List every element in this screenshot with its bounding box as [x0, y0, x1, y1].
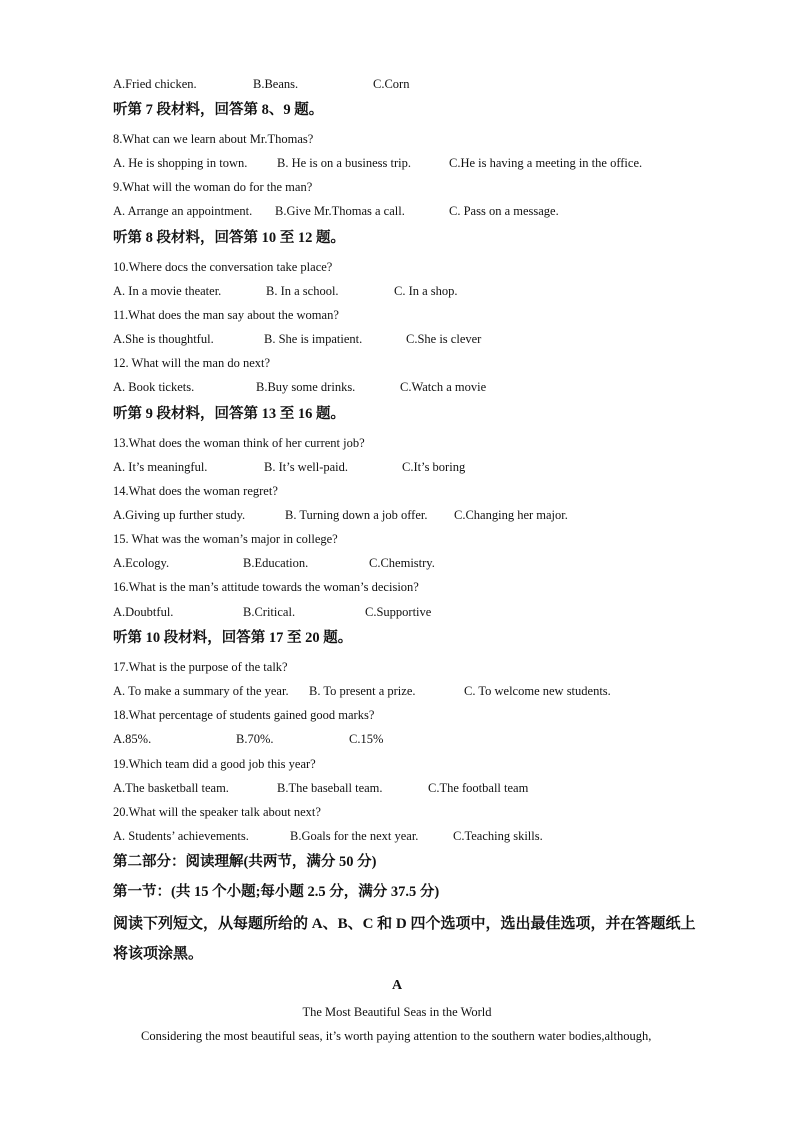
- option-a: A. It’s meaningful.: [113, 460, 208, 474]
- section-1-heading: 第一节：(共 15 个小题;每小题 2.5 分，满分 37.5 分): [113, 884, 440, 900]
- question-12-stem: 12. What will the man do next?: [113, 356, 271, 370]
- option-c: C.Chemistry.: [369, 556, 435, 570]
- option-c: C.It’s boring: [402, 460, 466, 474]
- option-b: B. In a school.: [266, 284, 339, 298]
- section-heading-9: 听第 9 段材料，回答第 13 至 16 题。: [113, 406, 345, 422]
- option-b: B. To present a prize.: [309, 684, 416, 698]
- passage-title: The Most Beautiful Seas in the World: [302, 1005, 492, 1019]
- option-b: B. Turning down a job offer.: [285, 508, 428, 522]
- option-c: C.Corn: [373, 77, 410, 91]
- option-b: B.Buy some drinks.: [256, 380, 356, 394]
- question-17-stem: 17.What is the purpose of the talk?: [113, 660, 288, 674]
- option-b: B.Education.: [243, 556, 309, 570]
- option-a: A.Fried chicken.: [113, 77, 197, 91]
- section-heading-8: 听第 8 段材料，回答第 10 至 12 题。: [113, 230, 345, 246]
- question-13-stem: 13.What does the woman think of her current job?: [113, 436, 365, 450]
- question-20-stem: 20.What will the speaker talk about next?: [113, 805, 321, 819]
- option-c: C.Watch a movie: [400, 380, 487, 394]
- question-10-options: [113, 283, 733, 299]
- option-c: C.She is clever: [406, 332, 482, 346]
- option-a: A. He is shopping in town.: [113, 156, 248, 170]
- option-b: B.Goals for the next year.: [290, 829, 419, 843]
- option-c: C. In a shop.: [394, 284, 458, 298]
- passage-first-line: Considering the most beautiful seas, it’s worth paying attention to the southern water bodies,although,: [141, 1029, 652, 1043]
- option-b: B.Beans.: [253, 77, 299, 91]
- option-a: A. Arrange an appointment.: [113, 204, 253, 218]
- option-b: B.70%.: [236, 732, 274, 746]
- question-14-options: [113, 507, 733, 523]
- question-18-stem: 18.What percentage of students gained good marks?: [113, 708, 375, 722]
- question-14-stem: 14.What does the woman regret?: [113, 484, 278, 498]
- option-b: B.Give Mr.Thomas a call.: [275, 204, 405, 218]
- option-c: C.Changing her major.: [454, 508, 568, 522]
- question-16-options: [113, 604, 733, 620]
- option-c: C. To welcome new students.: [464, 684, 611, 698]
- option-a: A. In a movie theater.: [113, 284, 222, 298]
- question-15-options: [113, 555, 733, 571]
- question-18-options: [113, 731, 733, 747]
- question-16-stem: 16.What is the man’s attitude towards the woman’s decision?: [113, 580, 419, 594]
- option-b: B. She is impatient.: [264, 332, 363, 346]
- question-8-stem: 8.What can we learn about Mr.Thomas?: [113, 132, 314, 146]
- question-19-options: [113, 780, 733, 796]
- option-a: A.She is thoughtful.: [113, 332, 214, 346]
- option-b: B. He is on a business trip.: [277, 156, 412, 170]
- question-19-stem: 19.Which team did a good job this year?: [113, 757, 316, 771]
- option-a: A.Ecology.: [113, 556, 170, 570]
- option-a: A.85%.: [113, 732, 152, 746]
- option-b: B.Critical.: [243, 605, 296, 619]
- question-15-stem: 15. What was the woman’s major in college?: [113, 532, 338, 546]
- question-8-options: [113, 155, 733, 171]
- question-17-options: [113, 683, 733, 699]
- option-a: A.Doubtful.: [113, 605, 174, 619]
- part-2-heading: 第二部分：阅读理解(共两节，满分 50 分): [113, 854, 377, 870]
- instruction-line-1: 阅读下列短文，从每题所给的 A、B、C 和 D 四个选项中，选出最佳选项，并在答题纸上: [113, 916, 696, 932]
- option-a: A.The basketball team.: [113, 781, 229, 795]
- section-heading-10: 听第 10 段材料，回答第 17 至 20 题。: [113, 630, 353, 646]
- question-9-options: [113, 203, 733, 219]
- option-a: A. Students’ achievements.: [113, 829, 249, 843]
- option-c: C.The football team: [428, 781, 529, 795]
- section-heading-7: 听第 7 段材料，回答第 8、9 题。: [113, 102, 324, 118]
- question-12-options: [113, 379, 733, 395]
- option-b: B.The baseball team.: [277, 781, 383, 795]
- question-10-stem: 10.Where docs the conversation take place?: [113, 260, 333, 274]
- option-c: C.15%: [349, 732, 384, 746]
- question-9-stem: 9.What will the woman do for the man?: [113, 180, 313, 194]
- question-20-options: [113, 828, 733, 844]
- option-c: C. Pass on a message.: [449, 204, 559, 218]
- option-a: A.Giving up further study.: [113, 508, 246, 522]
- passage-letter: A: [391, 978, 403, 993]
- option-c: C.Teaching skills.: [453, 829, 543, 843]
- option-b: B. It’s well-paid.: [264, 460, 349, 474]
- question-11-options: [113, 331, 733, 347]
- option-c: C.He is having a meeting in the office.: [449, 156, 643, 170]
- question-11-stem: 11.What does the man say about the woman?: [113, 308, 339, 322]
- instruction-line-2: 将该项涂黑。: [113, 946, 204, 962]
- question-13-options: [113, 459, 733, 475]
- option-a: A. To make a summary of the year.: [113, 684, 289, 698]
- option-c: C.Supportive: [365, 605, 432, 619]
- question-7-options: [113, 76, 733, 92]
- option-a: A. Book tickets.: [113, 380, 195, 394]
